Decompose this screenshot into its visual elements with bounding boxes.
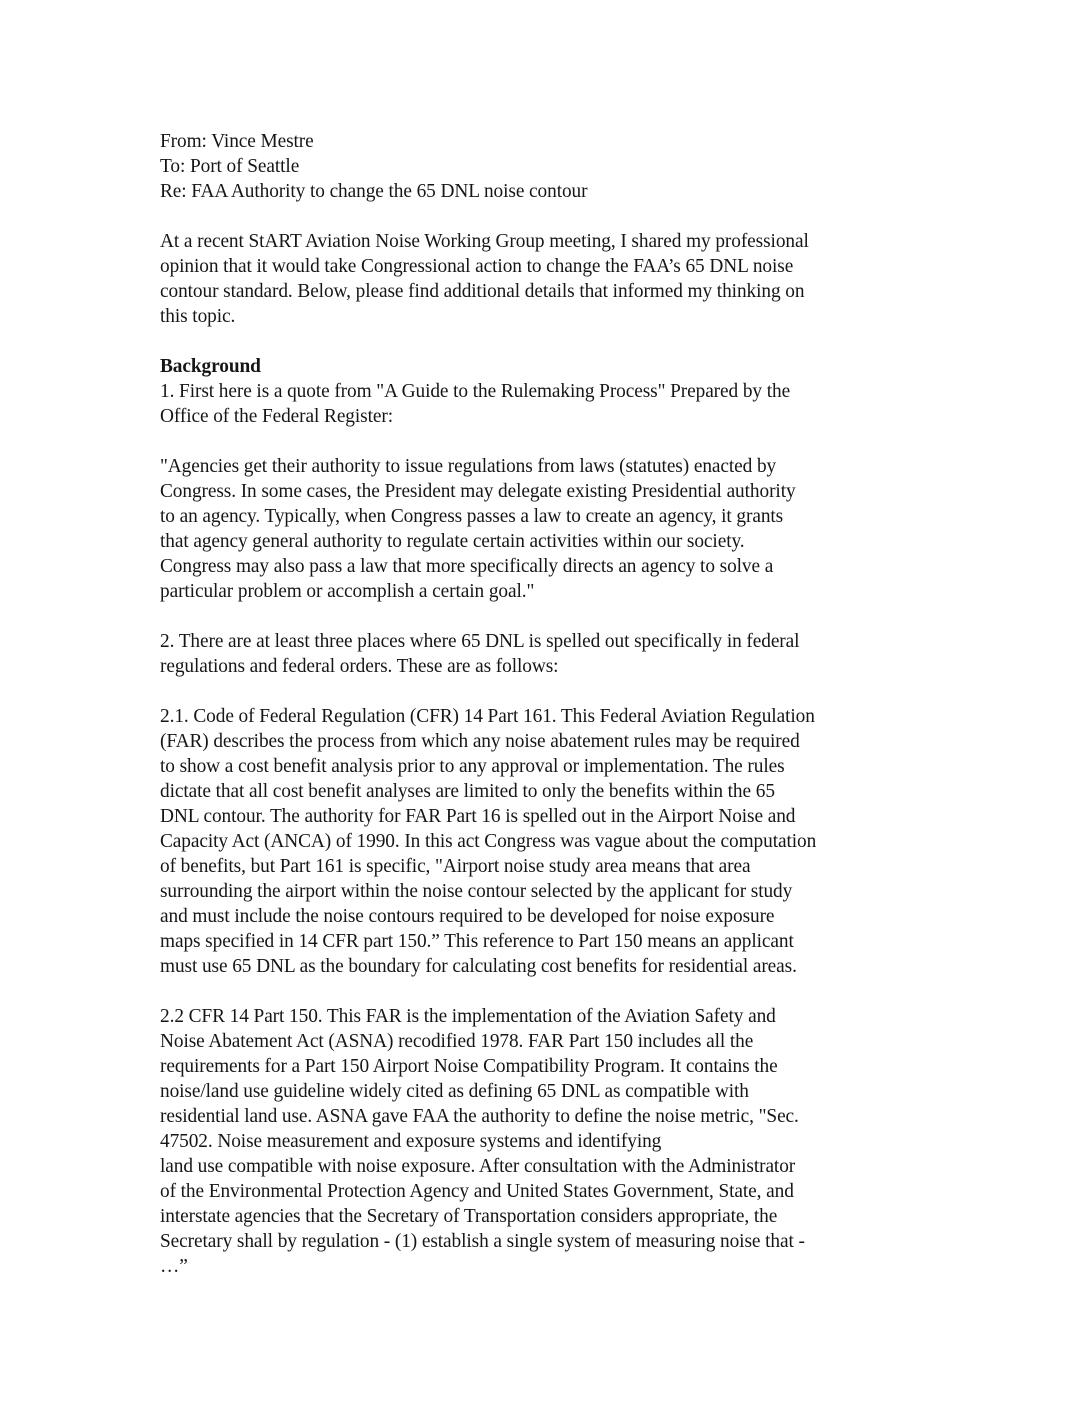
text-line: must use 65 DNL as the boundary for calculating cost benefits for residential areas. bbox=[160, 956, 797, 977]
text-line: particular problem or accomplish a certain goal." bbox=[160, 581, 535, 602]
text-line: regulations and federal orders. These are as follows: bbox=[160, 656, 559, 677]
memo-to: To: Port of Seattle bbox=[160, 156, 300, 177]
text-line: Office of the Federal Register: bbox=[160, 406, 393, 427]
memo-from: From: Vince Mestre bbox=[160, 131, 314, 152]
text-line: surrounding the airport within the noise contour selected by the applicant for study bbox=[160, 881, 793, 902]
text-line: (FAR) describes the process from which any noise abatement rules may be required bbox=[160, 731, 800, 752]
text-line: opinion that it would take Congressional action to change the FAA’s 65 DNL noise bbox=[160, 256, 794, 277]
paragraph-item-2 bbox=[160, 629, 960, 679]
text-line: 2.2 CFR 14 Part 150. This FAR is the implementation of the Aviation Safety and bbox=[160, 1006, 776, 1027]
text-line: contour standard. Below, please find additional details that informed my thinking on bbox=[160, 281, 805, 302]
text-line: interstate agencies that the Secretary of Transportation considers appropriate, the bbox=[160, 1206, 778, 1227]
text-line: Secretary shall by regulation - (1) establish a single system of measuring noise that - bbox=[160, 1231, 805, 1252]
text-line: residential land use. ASNA gave FAA the authority to define the noise metric, "Sec. bbox=[160, 1106, 799, 1127]
paragraph-item-1 bbox=[160, 379, 960, 429]
spacer bbox=[160, 429, 960, 454]
spacer bbox=[160, 604, 960, 629]
memo-subject: Re: FAA Authority to change the 65 DNL noise contour bbox=[160, 181, 588, 202]
spacer bbox=[160, 329, 960, 354]
text-line: maps specified in 14 CFR part 150.” This reference to Part 150 means an applicant bbox=[160, 931, 794, 952]
text-line: to show a cost benefit analysis prior to any approval or implementation. The rules bbox=[160, 756, 785, 777]
text-line: Noise Abatement Act (ASNA) recodified 1978. FAR Part 150 includes all the bbox=[160, 1031, 754, 1052]
intro-paragraph bbox=[160, 229, 960, 329]
text-line: 47502. Noise measurement and exposure systems and identifying bbox=[160, 1131, 662, 1152]
memo-body bbox=[160, 129, 960, 1279]
paragraph-item-2-2 bbox=[160, 1004, 960, 1279]
text-line: At a recent StART Aviation Noise Working Group meeting, I shared my professional bbox=[160, 231, 809, 252]
text-line: noise/land use guideline widely cited as defining 65 DNL as compatible with bbox=[160, 1081, 749, 1102]
text-line: …” bbox=[160, 1256, 188, 1277]
text-line: Congress may also pass a law that more specifically directs an agency to solve a bbox=[160, 556, 774, 577]
text-line: that agency general authority to regulate certain activities within our society. bbox=[160, 531, 745, 552]
text-line: "Agencies get their authority to issue regulations from laws (statutes) enacted by bbox=[160, 456, 777, 477]
spacer bbox=[160, 204, 960, 229]
text-line: land use compatible with noise exposure. After consultation with the Administrator bbox=[160, 1156, 796, 1177]
memo-header bbox=[160, 129, 960, 204]
section-heading: Background bbox=[160, 356, 261, 377]
text-line: Capacity Act (ANCA) of 1990. In this act Congress was vague about the computation bbox=[160, 831, 817, 852]
text-line: 1. First here is a quote from "A Guide to the Rulemaking Process" Prepared by the bbox=[160, 381, 791, 402]
text-line: of benefits, but Part 161 is specific, "Airport noise study area means that area bbox=[160, 856, 751, 877]
text-line: 2. There are at least three places where 65 DNL is spelled out specifically in federal bbox=[160, 631, 800, 652]
text-line: DNL contour. The authority for FAR Part 16 is spelled out in the Airport Noise and bbox=[160, 806, 796, 827]
text-line: requirements for a Part 150 Airport Noise Compatibility Program. It contains the bbox=[160, 1056, 778, 1077]
text-line: Congress. In some cases, the President may delegate existing Presidential authority bbox=[160, 481, 796, 502]
text-line: of the Environmental Protection Agency and United States Government, State, and bbox=[160, 1181, 794, 1202]
text-line: and must include the noise contours required to be developed for noise exposure bbox=[160, 906, 775, 927]
text-line: 2.1. Code of Federal Regulation (CFR) 14 Part 161. This Federal Aviation Regulation bbox=[160, 706, 815, 727]
text-line: dictate that all cost benefit analyses are limited to only the benefits within the 65 bbox=[160, 781, 775, 802]
paragraph-item-2-1 bbox=[160, 704, 960, 979]
text-line: to an agency. Typically, when Congress passes a law to create an agency, it grants bbox=[160, 506, 784, 527]
spacer bbox=[160, 679, 960, 704]
spacer bbox=[160, 979, 960, 1004]
quote-paragraph bbox=[160, 454, 960, 604]
text-line: this topic. bbox=[160, 306, 236, 327]
